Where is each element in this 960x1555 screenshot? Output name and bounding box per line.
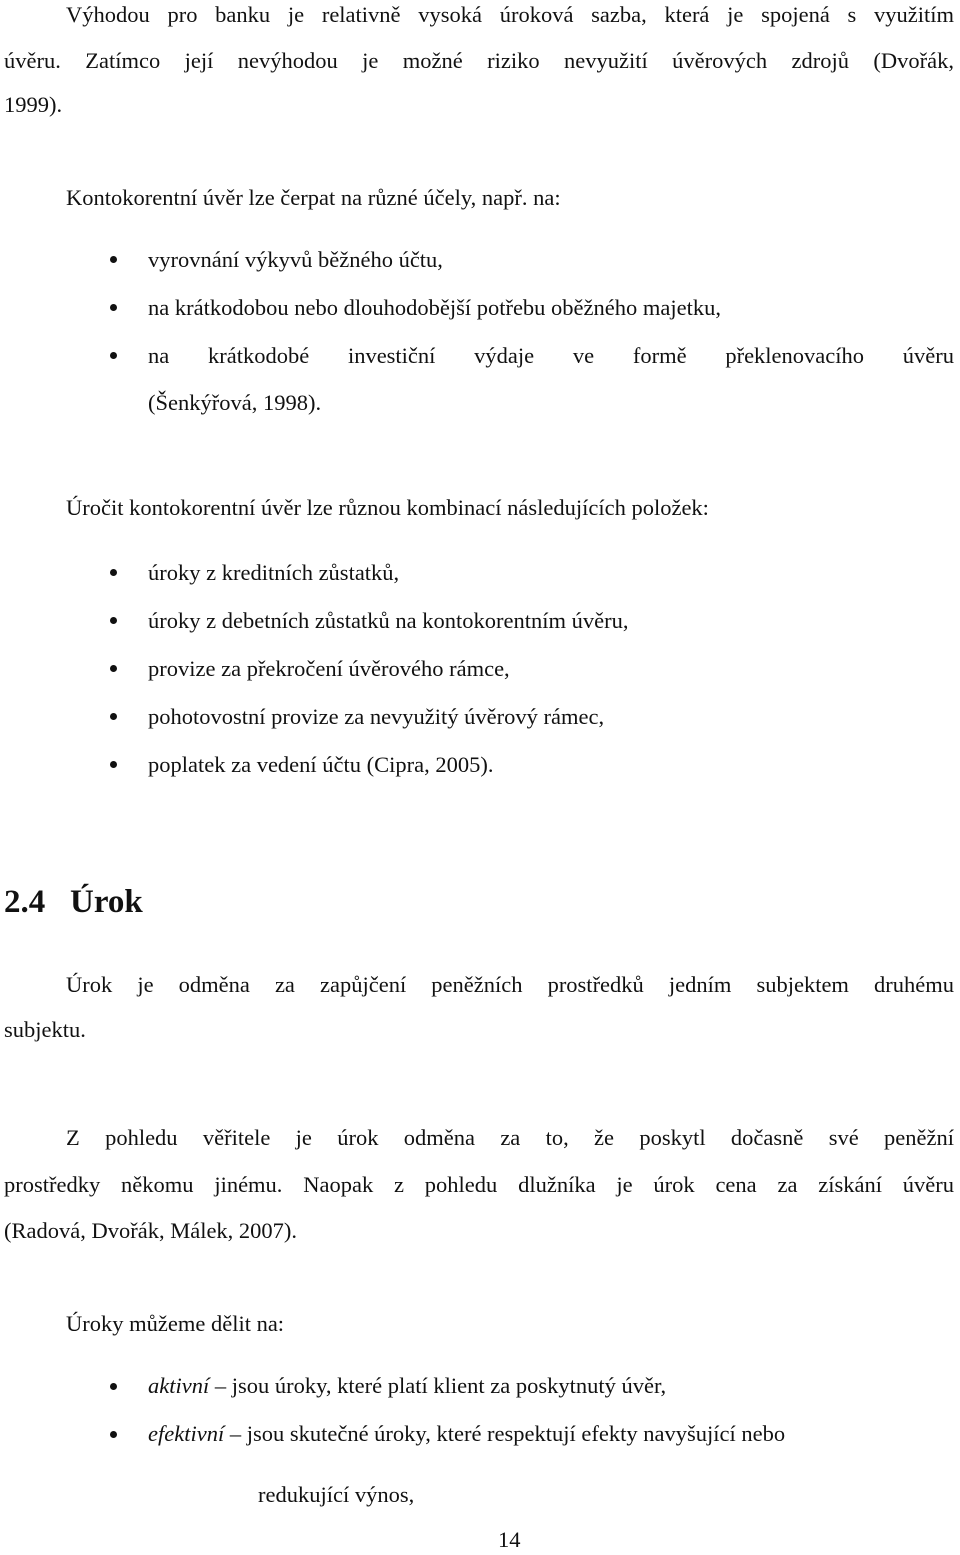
paragraph-2-intro: Kontokorentní úvěr lze čerpat na různé účely, např. na: — [66, 185, 561, 210]
list-item-continuation: (Šenkýřová, 1998). — [148, 390, 322, 415]
list-item-continuation: redukující výnos, — [258, 1482, 415, 1507]
bullet-icon — [110, 352, 117, 359]
bullet-icon — [110, 761, 117, 768]
bullet-icon — [110, 1431, 117, 1438]
bullet-icon — [110, 569, 117, 576]
list-item: na krátkodobé investiční výdaje ve formě překlenovacího úvěru — [148, 343, 954, 368]
list-item: úroky z kreditních zůstatků, — [148, 560, 400, 585]
list-item: vyrovnání výkyvů běžného účtu, — [148, 247, 443, 272]
list-item: poplatek za vedení účtu (Cipra, 2005). — [148, 752, 494, 777]
section-heading — [4, 882, 143, 922]
term-aktivni: aktivní — [148, 1373, 210, 1398]
section-number: 2.4 — [4, 884, 46, 920]
paragraph-5-line-3: (Radová, Dvořák, Málek, 2007). — [4, 1218, 298, 1243]
bullet-icon — [110, 665, 117, 672]
list-item: provize za překročení úvěrového rámce, — [148, 656, 510, 681]
bullet-icon — [110, 304, 117, 311]
paragraph-5-line-2: prostředky někomu jinému. Naopak z pohledu dlužníka je úrok cena za získání úvěru — [4, 1172, 954, 1197]
paragraph-4-line-2: subjektu. — [4, 1017, 86, 1042]
paragraph-1-line-1: Výhodou pro banku je relativně vysoká úroková sazba, která je spojená s využitím — [66, 2, 954, 27]
bullet-icon — [110, 256, 117, 263]
list-item — [148, 1371, 666, 1401]
paragraph-1-line-2: úvěru. Zatímco její nevýhodou je možné riziko nevyužití úvěrových zdrojů (Dvořák, — [4, 48, 954, 73]
list-item: pohotovostní provize za nevyužitý úvěrový rámec, — [148, 704, 605, 729]
list-item — [148, 1419, 785, 1449]
paragraph-5-line-1: Z pohledu věřitele je úrok odměna za to, že poskytl dočasně své peněžní — [66, 1125, 954, 1150]
list-item-text: – jsou skutečné úroky, které respektují efekty navyšující nebo — [224, 1421, 786, 1446]
paragraph-1-line-3: 1999). — [4, 92, 63, 117]
term-efektivni: efektivní — [148, 1421, 225, 1446]
bullet-icon — [110, 713, 117, 720]
bullet-icon — [110, 617, 117, 624]
paragraph-4-line-1: Úrok je odměna za zapůjčení peněžních prostředků jedním subjektem druhému — [66, 972, 954, 997]
list-item: úroky z debetních zůstatků na kontokorentním úvěru, — [148, 608, 629, 633]
list-item: na krátkodobou nebo dlouhodobější potřebu oběžného majetku, — [148, 295, 721, 320]
bullet-icon — [110, 1383, 117, 1390]
section-title: Úrok — [70, 884, 143, 920]
paragraph-3-intro: Úročit kontokorentní úvěr lze různou kombinací následujících položek: — [66, 495, 709, 520]
list-item-text: – jsou úroky, které platí klient za poskytnutý úvěr, — [209, 1373, 667, 1398]
page-number: 14 — [498, 1527, 521, 1552]
paragraph-6-intro: Úroky můžeme dělit na: — [66, 1311, 285, 1336]
